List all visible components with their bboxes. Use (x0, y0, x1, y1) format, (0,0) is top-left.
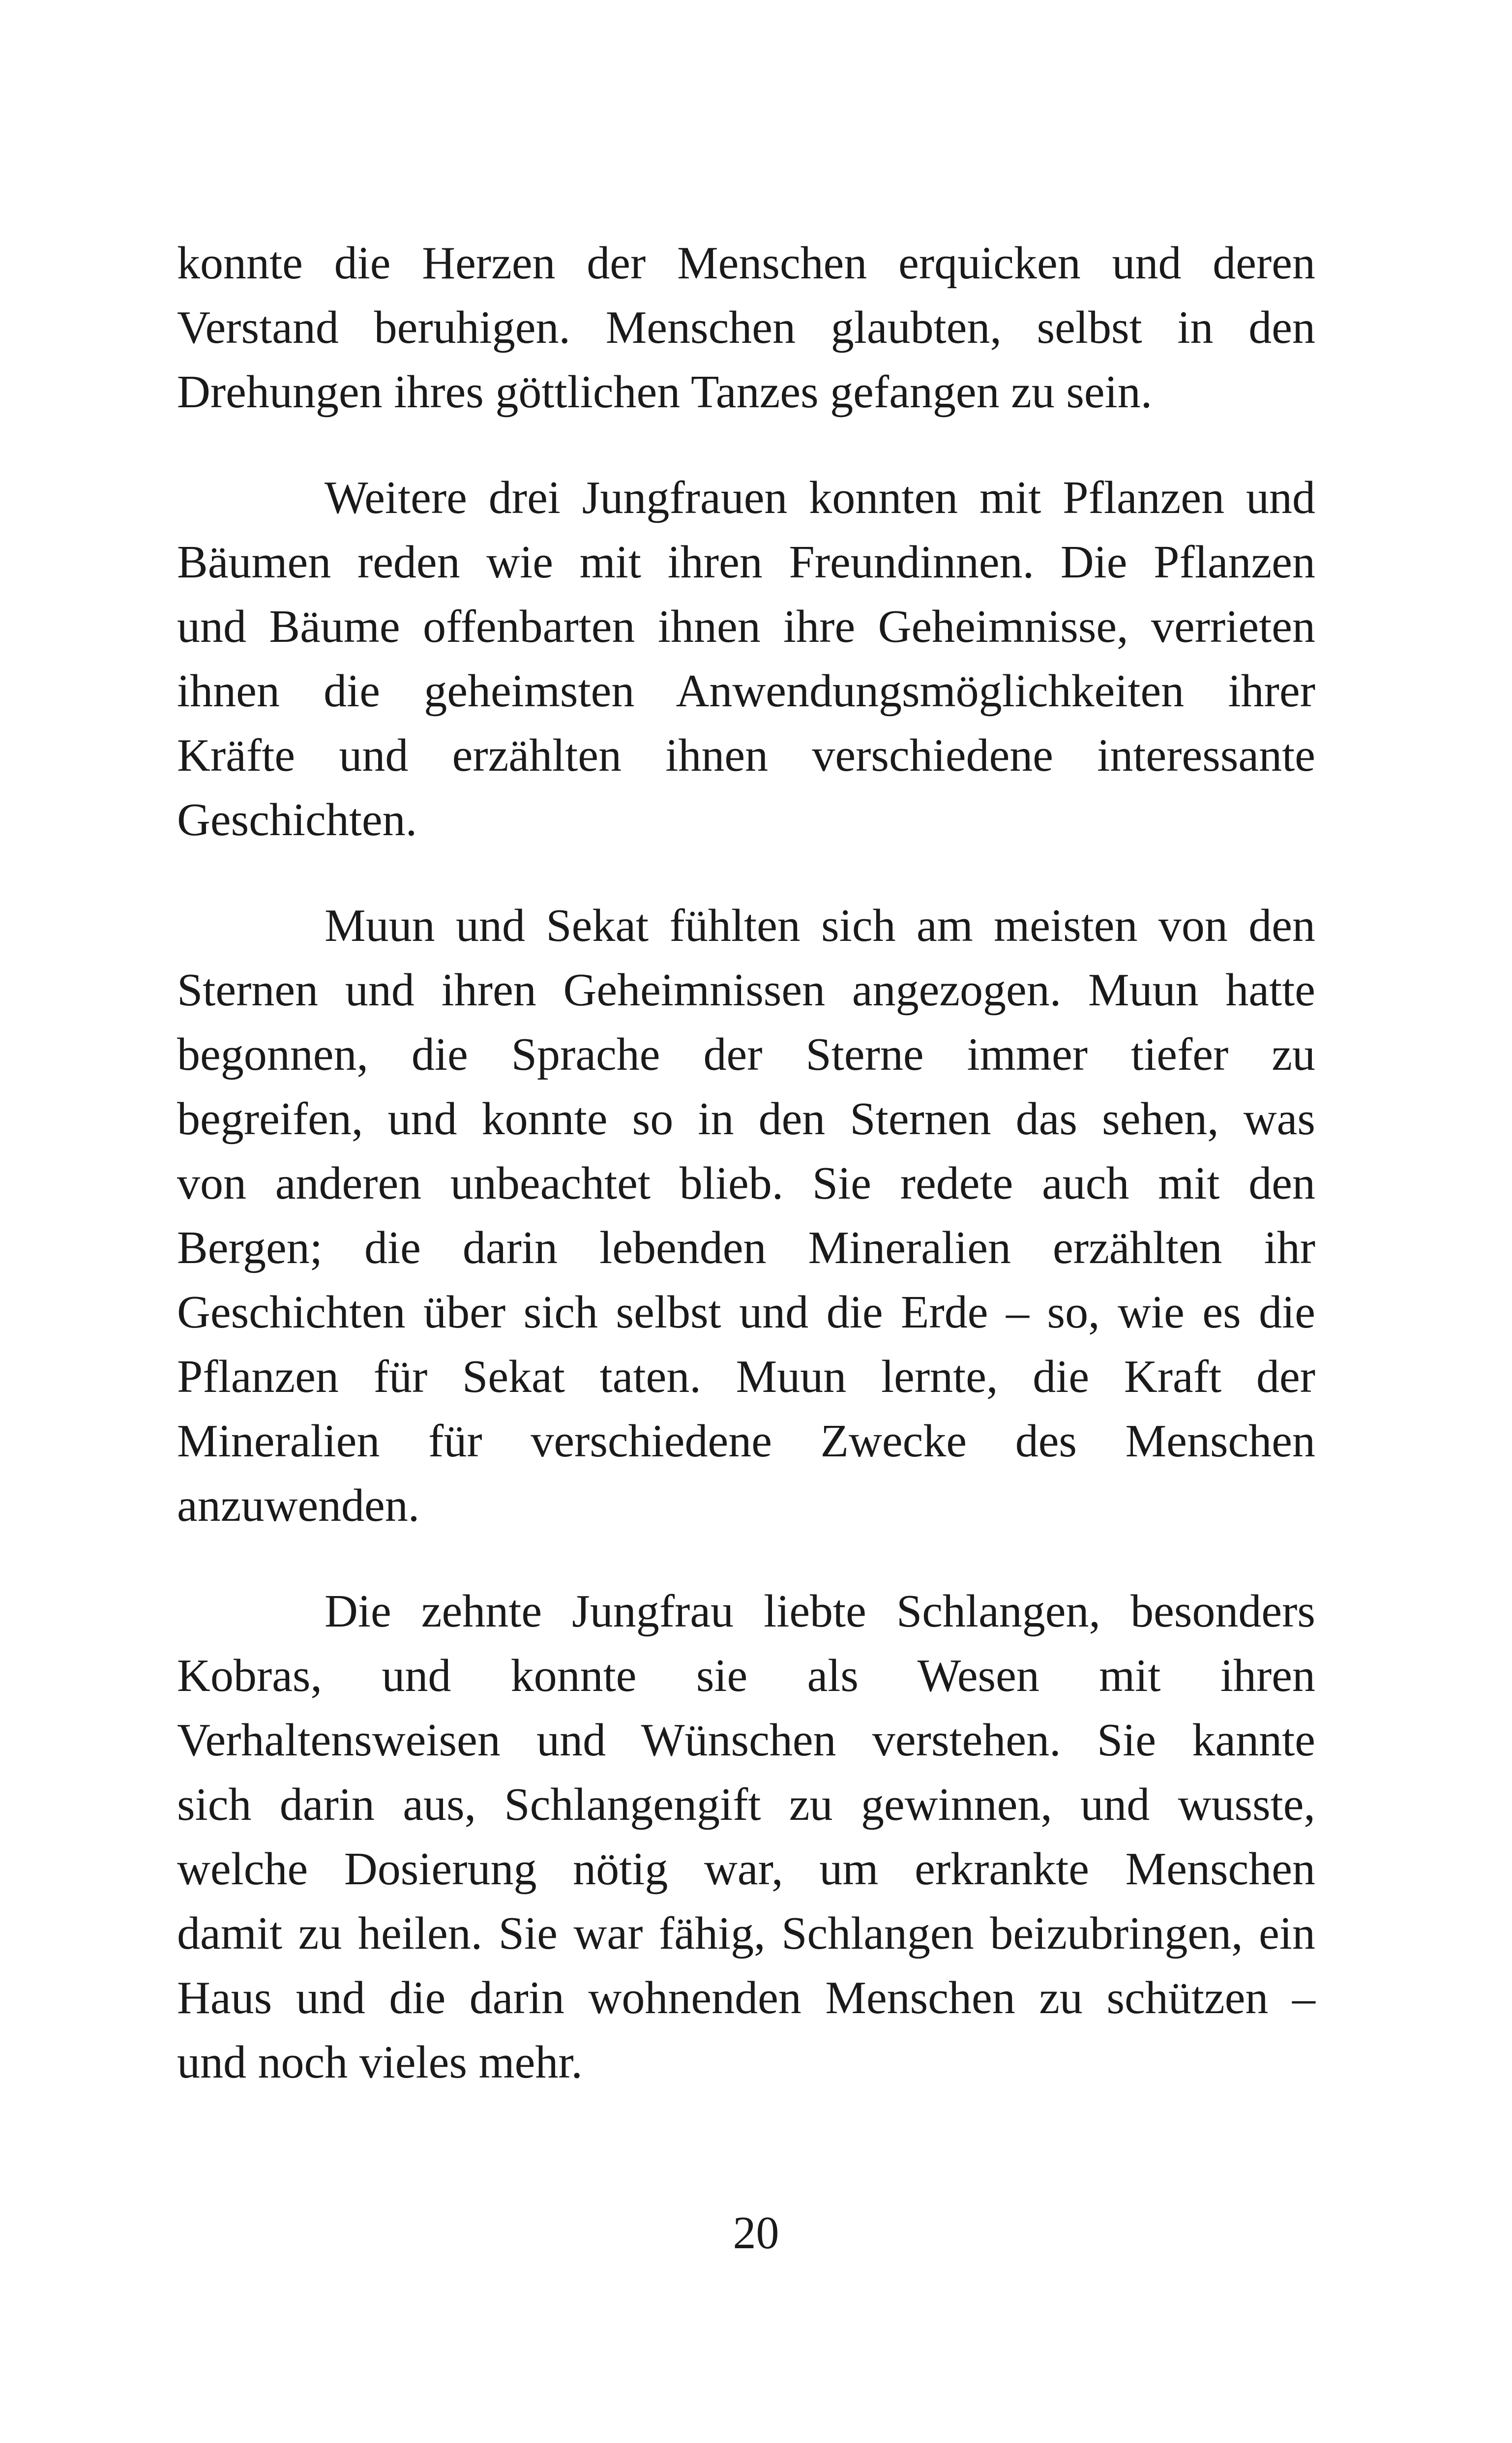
paragraph (177, 894, 1315, 1538)
text-line: sich darin aus, Schlangengift zu gewinnen, und wusste, (177, 1779, 1315, 1830)
paragraph (177, 466, 1315, 852)
body-text (177, 231, 1315, 2095)
text-line: Sternen und ihren Geheimnissen angezogen. Muun hatte (177, 965, 1315, 1016)
text-line: begreifen, und konnte so in den Sternen das sehen, was (177, 1093, 1315, 1145)
text-line: Bergen; die darin lebenden Mineralien erzählten ihr (177, 1222, 1315, 1273)
text-line: Verstand beruhigen. Menschen glaubten, selbst in den (177, 302, 1315, 353)
text-line: und noch vieles mehr. (177, 2037, 583, 2088)
text-line: damit zu heilen. Sie war fähig, Schlangen beizubringen, ein (177, 1908, 1315, 1959)
text-line: Bäumen reden wie mit ihren Freundinnen. Die Pflanzen (177, 537, 1315, 588)
text-line: anzuwenden. (177, 1480, 420, 1531)
page-number: 20 (733, 2207, 779, 2259)
text-line: Weitere drei Jungfrauen konnten mit Pflanzen und (325, 472, 1315, 523)
text-line: von anderen unbeachtet blieb. Sie redete auch mit den (177, 1158, 1315, 1209)
text-line: Kräfte und erzählten ihnen verschiedene interessante (177, 730, 1315, 781)
paragraph (177, 231, 1315, 424)
text-line: Geschichten über sich selbst und die Erde – so, wie es die (177, 1287, 1315, 1338)
text-line: konnte die Herzen der Menschen erquicken und deren (177, 238, 1315, 289)
paragraph (177, 1579, 1315, 2095)
text-line: Verhaltensweisen und Wünschen verstehen. Sie kannte (177, 1715, 1315, 1766)
text-line: Die zehnte Jungfrau liebte Schlangen, besonders (325, 1586, 1315, 1637)
text-line: welche Dosierung nötig war, um erkrankte Menschen (177, 1843, 1315, 1895)
text-line: Mineralien für verschiedene Zwecke des Menschen (177, 1416, 1315, 1467)
text-line: Drehungen ihres göttlichen Tanzes gefangen zu sein. (177, 366, 1153, 418)
text-line: und Bäume offenbarten ihnen ihre Geheimnisse, verrieten (177, 601, 1315, 652)
text-line: Kobras, und konnte sie als Wesen mit ihren (177, 1650, 1315, 1701)
text-line: Haus und die darin wohnenden Menschen zu schützen – (177, 1972, 1315, 2023)
text-line: Muun und Sekat fühlten sich am meisten von den (325, 900, 1315, 951)
text-line: ihnen die geheimsten Anwendungsmöglichkeiten ihrer (177, 665, 1315, 717)
text-line: Geschichten. (177, 794, 417, 845)
text-line: begonnen, die Sprache der Sterne immer tiefer zu (177, 1029, 1315, 1080)
text-line: Pflanzen für Sekat taten. Muun lernte, die Kraft der (177, 1351, 1315, 1402)
